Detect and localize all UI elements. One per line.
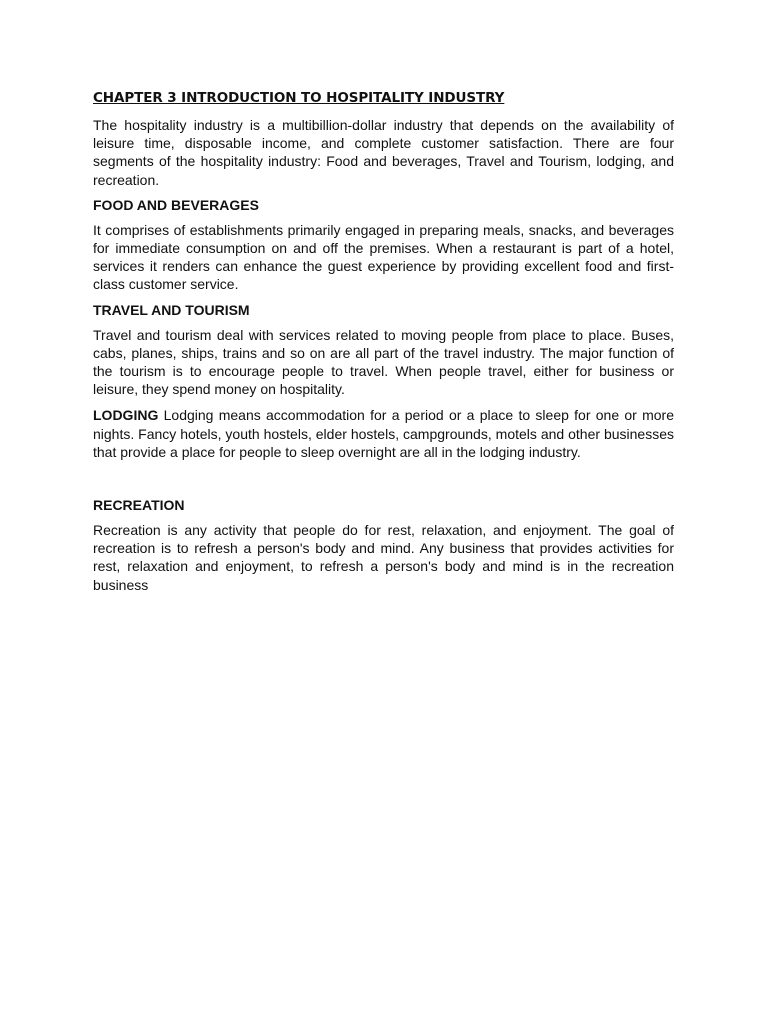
section-heading-food-and-beverages: FOOD AND BEVERAGES: [93, 196, 259, 213]
section-body-lodging: Lodging means accommodation for a period or a place to sleep for one or more nights. Fancy hotels, youth hostels, elder hostels, campgrounds, motels and other businesses that provide a place for people to sleep overnight are all in the lodging industry.: [93, 407, 675, 460]
section-heading-travel-and-tourism: TRAVEL AND TOURISM: [93, 301, 250, 318]
chapter-title: CHAPTER 3 INTRODUCTION TO HOSPITALITY INDUSTRY: [93, 90, 505, 106]
section-heading-lodging: LODGING: [93, 407, 159, 424]
section-heading-recreation: RECREATION: [93, 497, 185, 514]
section-spacer: [93, 469, 674, 497]
section-lodging: [93, 406, 674, 461]
intro-paragraph: The hospitality industry is a multibillion-dollar industry that depends on the availability of leisure time, disposable income, and complete customer satisfaction. There are four segments of the hospitality industry: Food and beverages, Travel and Tourism, lodging, and recreation.: [93, 117, 674, 188]
document-page: [93, 90, 674, 602]
section-body-food-and-beverages: It comprises of establishments primarily engaged in preparing meals, snacks, and beverages for immediate consumption on and off the premises. When a restaurant is part of a hotel, services it renders can enhance the guest experience by providing excellent food and first-class customer service.: [93, 221, 674, 293]
section-body-travel-and-tourism: Travel and tourism deal with services related to moving people from place to place. Buses, cabs, planes, ships, trains and so on are all part of the travel industry. The major function of the tourism is to encourage people to travel. When people travel, either for business or leisure, they spend money on hospitality.: [93, 326, 674, 398]
section-body-recreation: Recreation is any activity that people do for rest, relaxation, and enjoyment. The goal of recreation is to refresh a person's body and mind. Any business that provides activities for rest, relaxation and enjoyment, to refresh a person's body and mind is in the recreation business: [93, 522, 674, 593]
